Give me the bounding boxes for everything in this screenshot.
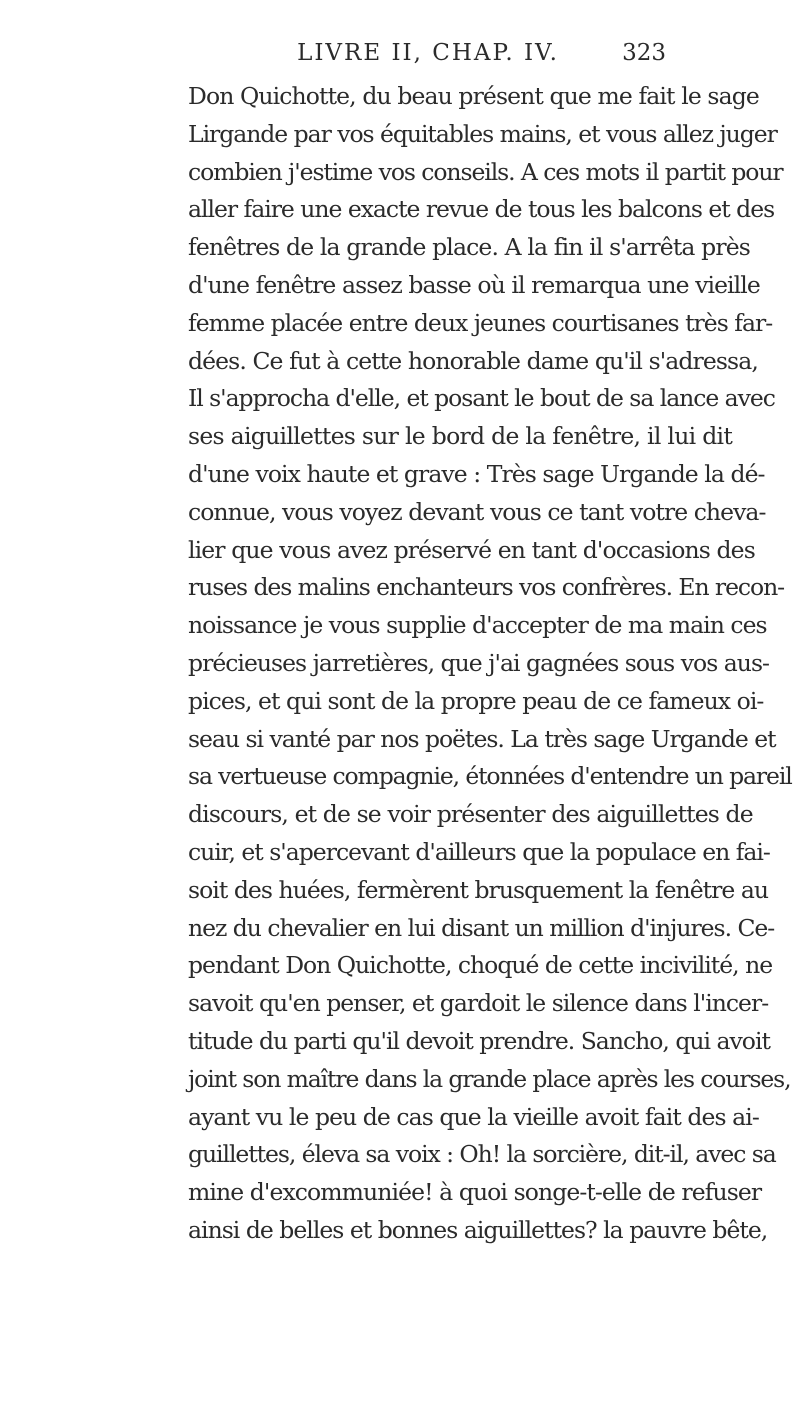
running-head (190, 40, 666, 74)
text-line: femme placée entre deux jeunes courtisanes très far- (188, 308, 773, 337)
text-line: aller faire une exacte revue de tous les balcons et des (188, 195, 775, 224)
text-line: ayant vu le peu de cas que la vieille avoit fait des ai- (188, 1102, 759, 1131)
text-line: discours, et de se voir présenter des aiguillettes de (188, 800, 753, 829)
text-line: sa vertueuse compagnie, étonnées d'entendre un pareil (188, 762, 792, 791)
text-line: combien j'estime vos conseils. A ces mots il partit pour (188, 157, 783, 186)
text-line: soit des huées, fermèrent brusquement la fenêtre au (188, 875, 769, 904)
text-line: ruses des malins enchanteurs vos confrères. En recon- (188, 573, 785, 602)
text-line: Lirgande par vos équitables mains, et vous allez juger (188, 119, 777, 148)
text-line: dées. Ce fut à cette honorable dame qu'il s'adressa, (188, 346, 758, 375)
text-line: Don Quichotte, du beau présent que me fait le sage (188, 82, 759, 110)
text-line: joint son maître dans la grande place après les courses, (188, 1064, 791, 1093)
text-line: ses aiguillettes sur le bord de la fenêtre, il lui dit (188, 422, 733, 451)
text-line: d'une voix haute et grave : Très sage Urgande la dé- (188, 459, 765, 488)
text-line: savoit qu'en penser, et gardoit le silence dans l'incer- (188, 989, 769, 1018)
text-line: précieuses jarretières, que j'ai gagnées sous vos aus- (188, 648, 770, 677)
text-line: ainsi de belles et bonnes aiguillettes? la pauvre bête, (188, 1215, 768, 1244)
text-line: pendant Don Quichotte, choqué de cette incivilité, ne (188, 951, 773, 980)
text-line: Il s'approcha d'elle, et posant le bout de sa lance avec (188, 384, 775, 413)
text-line: seau si vanté par nos poëtes. La très sage Urgande et (188, 724, 776, 753)
text-line: pices, et qui sont de la propre peau de ce fameux oi- (188, 686, 764, 715)
text-line: lier que vous avez préservé en tant d'occasions des (188, 535, 755, 564)
text-line: titude du parti qu'il devoit prendre. Sancho, qui avoit (188, 1026, 770, 1055)
text-line: connue, vous voyez devant vous ce tant votre cheva- (188, 497, 766, 526)
body-text (188, 78, 792, 1250)
text-line: cuir, et s'apercevant d'ailleurs que la populace en fai- (188, 837, 770, 866)
text-line: d'une fenêtre assez basse où il remarqua une vieille (188, 270, 760, 299)
text-line: noissance je vous supplie d'accepter de ma main ces (188, 611, 767, 640)
text-line: fenêtres de la grande place. A la fin il s'arrêta près (188, 233, 750, 262)
page-number: 323 (622, 40, 666, 66)
text-line: nez du chevalier en lui disant un million d'injures. Ce- (188, 913, 775, 942)
running-title: LIVRE II, CHAP. IV. (297, 40, 559, 66)
text-line: guillettes, éleva sa voix : Oh! la sorcière, dit-il, avec sa (188, 1140, 776, 1169)
text-line: mine d'excommuniée! à quoi songe-t-elle de refuser (188, 1178, 762, 1207)
